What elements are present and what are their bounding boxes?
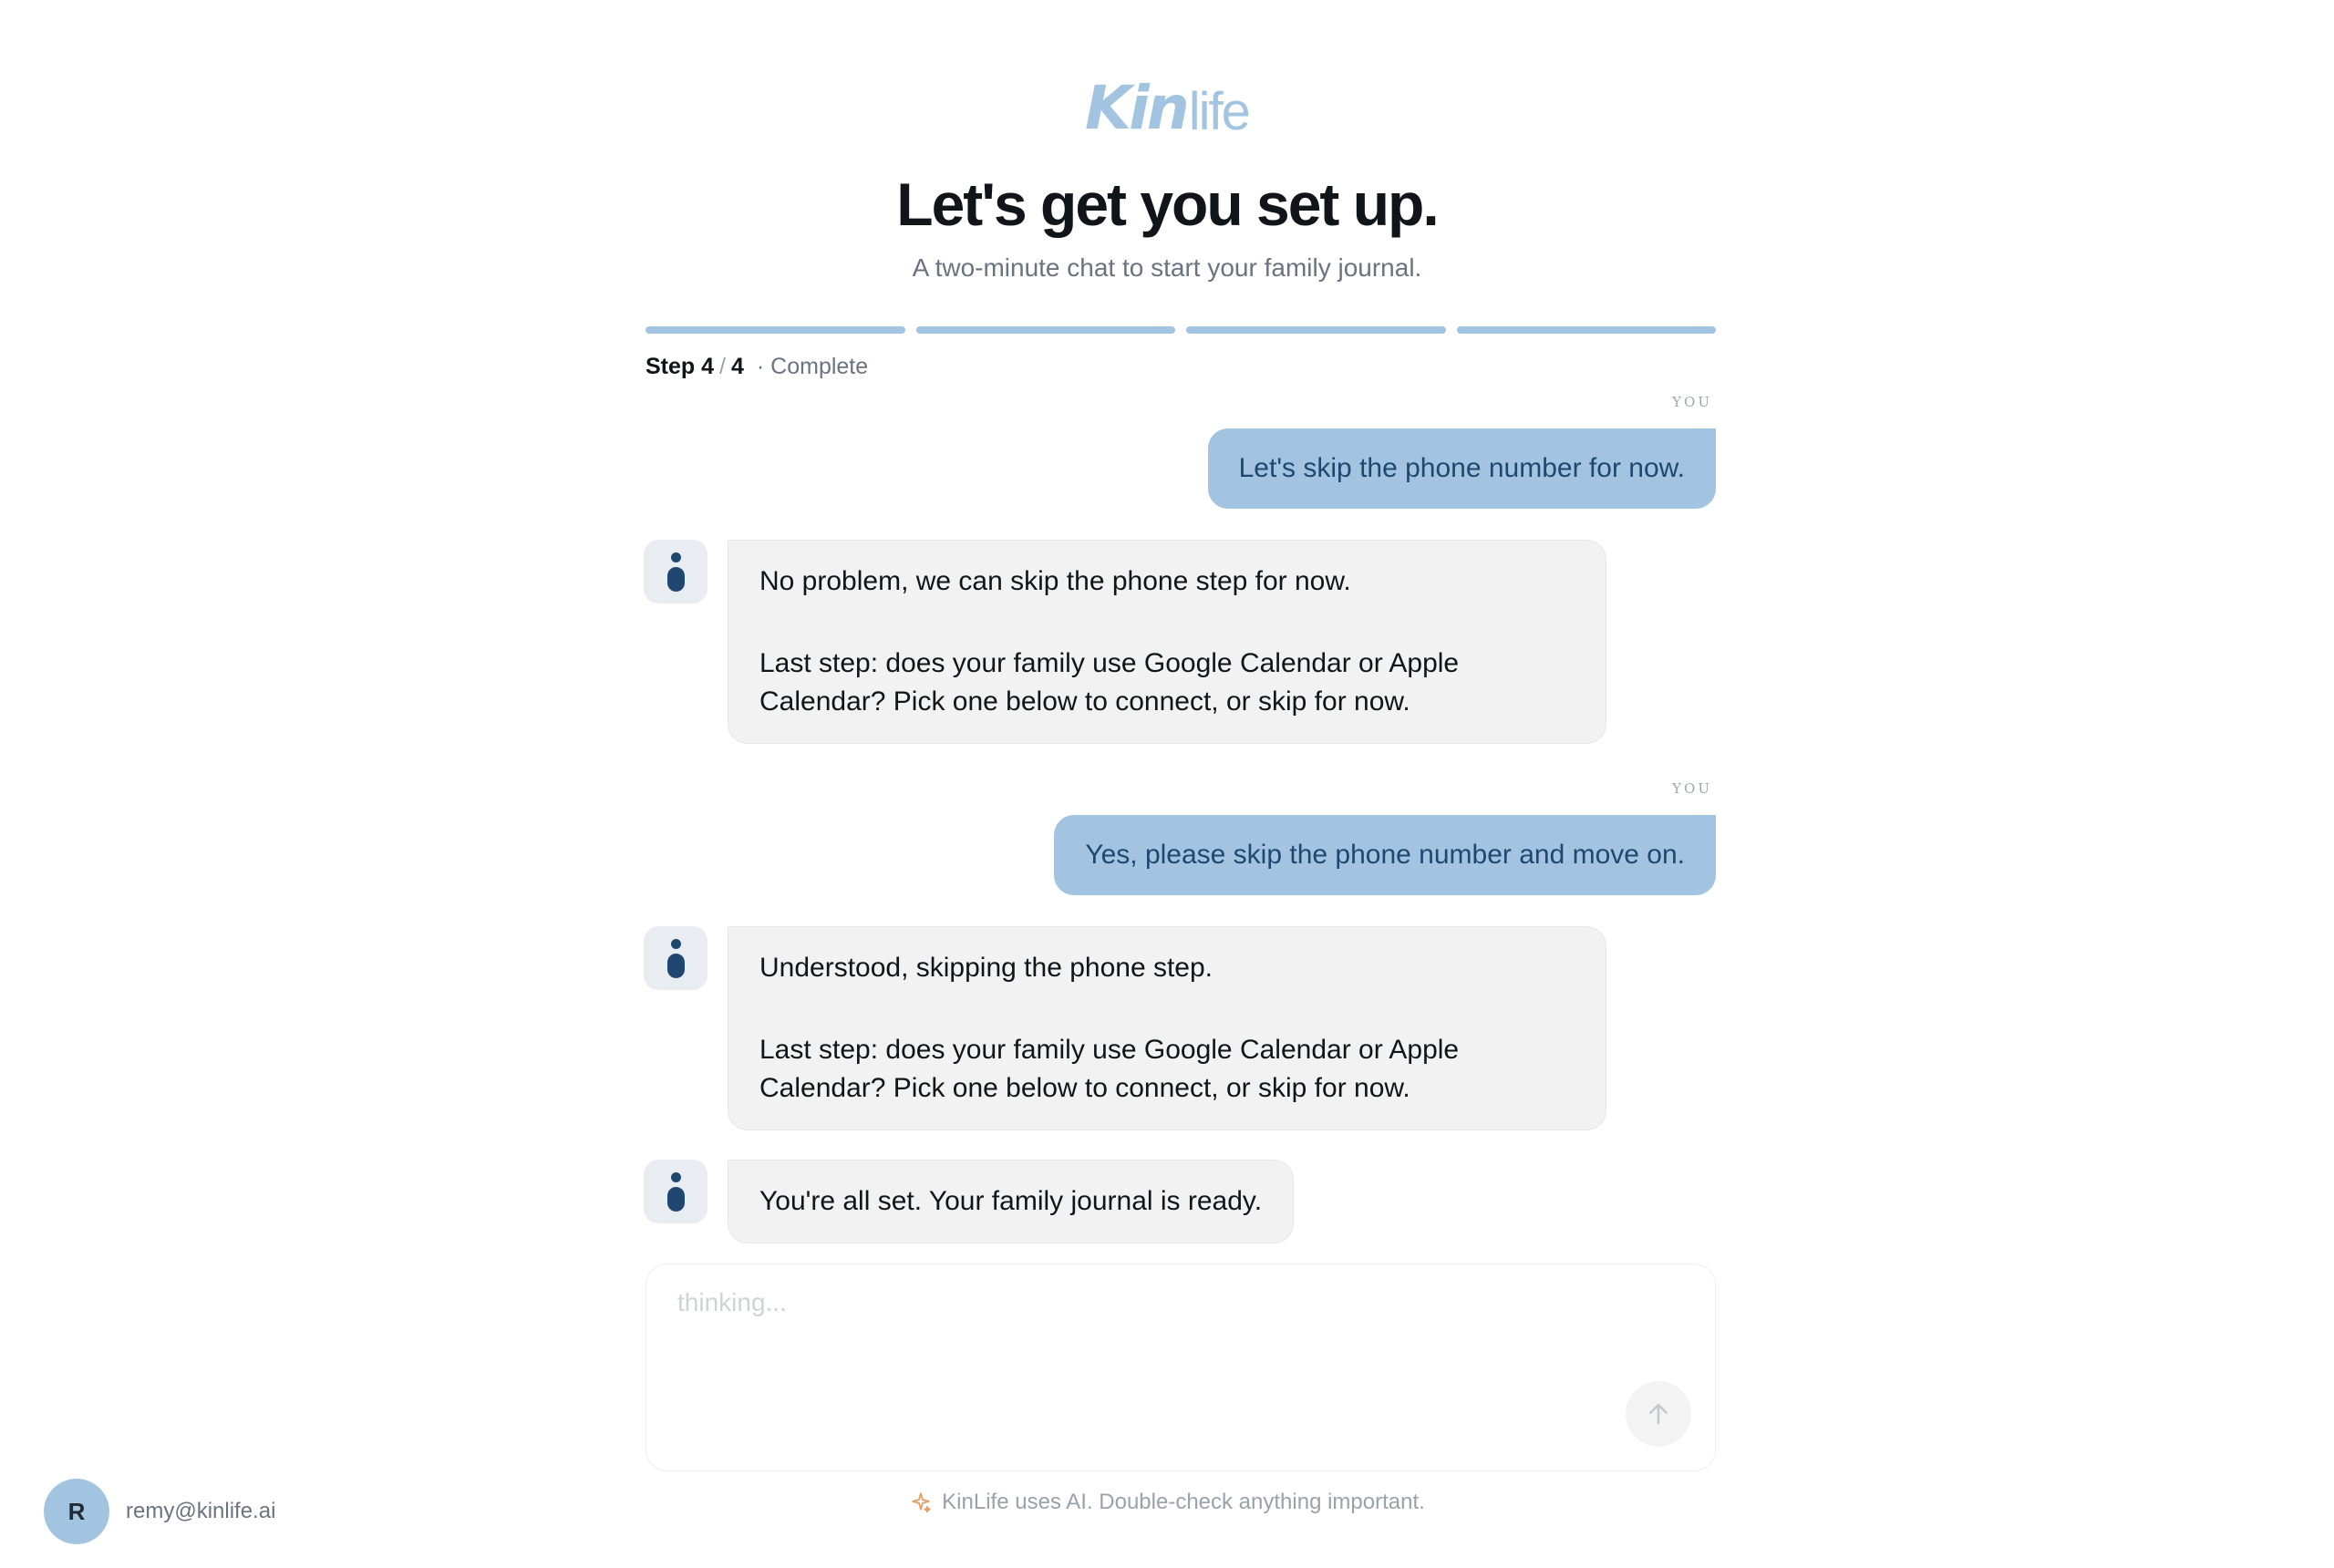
- bot-message-paragraph: Last step: does your family use Google Calendar or Apple Calendar? Pick one below to connect, or skip for now.: [759, 648, 1460, 717]
- step-separator: /: [719, 354, 726, 379]
- bot-message-paragraph: Last step: does your family use Google Calendar or Apple Calendar? Pick one below to connect, or skip for now.: [759, 1035, 1460, 1103]
- page-subtitle: A two-minute chat to start your family journal.: [912, 253, 1422, 282]
- progress-segment-1: [645, 326, 905, 334]
- bot-avatar-icon: [644, 926, 707, 990]
- message-input[interactable]: [676, 1286, 1587, 1341]
- disclaimer-text: KinLife uses AI. Double-check anything important.: [942, 1490, 1425, 1514]
- progress-segment-3: [1186, 326, 1446, 334]
- progress-segment-4: [1457, 326, 1717, 334]
- ai-disclaimer: [0, 1490, 2334, 1515]
- current-step: Step 4: [645, 354, 715, 379]
- account-email: remy@kinlife.ai: [126, 1499, 276, 1523]
- arrow-up-icon: [1645, 1400, 1672, 1428]
- bot-avatar-icon: [644, 540, 707, 603]
- step-progress-bar: [645, 326, 1716, 334]
- bot-message: [728, 1160, 1294, 1243]
- logo-kin: Kin: [1085, 73, 1187, 143]
- bot-avatar-icon: [644, 1160, 707, 1223]
- user-message: Yes, please skip the phone number and move on.: [1054, 815, 1716, 895]
- message-composer: [645, 1264, 1716, 1471]
- avatar[interactable]: R: [44, 1479, 109, 1544]
- account-menu[interactable]: [44, 1479, 275, 1544]
- progress-segment-2: [916, 326, 1176, 334]
- bot-message: [728, 926, 1606, 1130]
- you-label: YOU: [1672, 780, 1712, 797]
- kinlife-logo: [0, 66, 2334, 143]
- bot-message-paragraph: You're all set. Your family journal is ready.: [759, 1186, 1263, 1216]
- bot-message-row: [644, 926, 1606, 1130]
- total-steps: 4: [730, 354, 744, 379]
- page-title: Let's get you set up.: [896, 170, 1438, 238]
- you-label: YOU: [1672, 394, 1712, 410]
- send-button[interactable]: [1626, 1381, 1691, 1447]
- bot-message-row: [644, 540, 1606, 744]
- bot-message-paragraph: No problem, we can skip the phone step for now.: [759, 566, 1351, 596]
- user-message: Let's skip the phone number for now.: [1208, 428, 1716, 509]
- logo-life: life: [1188, 82, 1249, 141]
- bot-message: [728, 540, 1606, 744]
- step-status: · Complete: [756, 354, 869, 379]
- sparkle-icon: [909, 1491, 933, 1514]
- bot-message-row: [644, 1160, 1294, 1243]
- bot-message-paragraph: Understood, skipping the phone step.: [759, 953, 1213, 983]
- step-indicator: [645, 354, 868, 380]
